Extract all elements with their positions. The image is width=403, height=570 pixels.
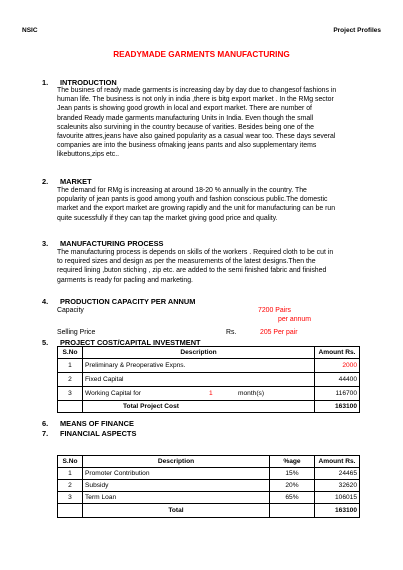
- cell-amount: 116700: [315, 387, 360, 401]
- introduction-paragraph: [57, 86, 387, 160]
- cell-months: 1: [207, 387, 236, 401]
- total-amount: 163100: [315, 504, 360, 518]
- cell-description: Preliminary & Preoperative Expns.: [83, 359, 315, 373]
- table-row: [58, 492, 360, 504]
- section-title-project-cost: PROJECT COST/CAPITAL INVESTMENT: [60, 338, 201, 347]
- text-line: popularity of jean pants is good among youth and fashion conscious public.The domestic: [57, 196, 328, 204]
- total-label: Total Project Cost: [83, 401, 315, 413]
- table-row: [58, 468, 360, 480]
- text-line: quite sucessfully if they can tap the market giving good price and quality.: [57, 214, 278, 222]
- cell-empty: [58, 504, 83, 518]
- cell-amount: 2000: [315, 359, 360, 373]
- market-paragraph: [57, 186, 387, 223]
- cell-sno: 2: [58, 480, 83, 492]
- table-row: [58, 480, 360, 492]
- capacity-value: 7200 Pairs: [258, 307, 291, 314]
- cell-description: Term Loan: [83, 492, 270, 504]
- text-line: The busines of ready made garments is increasing day by day due to changesof fashions in: [57, 87, 337, 94]
- text-line: branded Ready made garments manufacturing Units in India. Even though the small: [57, 114, 314, 122]
- cell-unit: month(s): [236, 387, 315, 401]
- cell-amount: 32620: [315, 480, 360, 492]
- section-title-introduction: INTRODUCTION: [60, 78, 117, 87]
- section-number: 2.: [42, 177, 49, 186]
- cell-percentage: 15%: [270, 468, 315, 480]
- section-number: 5.: [42, 338, 49, 347]
- section-number: 6.: [42, 419, 49, 428]
- column-header-sno: S.No: [58, 456, 83, 468]
- text-line: market and the export market are growing rapidly and the unit for manufacturing can be run: [57, 205, 336, 213]
- table-header-row: [58, 347, 360, 359]
- cell-description: Fixed Capital: [83, 373, 315, 387]
- column-header-description: Description: [83, 347, 315, 359]
- column-header-description: Description: [83, 456, 270, 468]
- column-header-sno: S.No: [58, 347, 83, 359]
- section-title-market: MARKET: [60, 177, 92, 186]
- cell-sno: 3: [58, 387, 83, 401]
- currency-label: Rs.: [226, 329, 237, 336]
- cell-description: Promoter Contribution: [83, 468, 270, 480]
- text-line: garments is ready for pacling and marketing.: [57, 276, 193, 284]
- total-row: [58, 504, 360, 518]
- cell-empty: [58, 401, 83, 413]
- text-line: The manufacturing process is depends on skills of the workers . Required cloth to be cut in: [57, 249, 334, 256]
- cell-amount: 44400: [315, 373, 360, 387]
- cell-sno: 1: [58, 359, 83, 373]
- section-title-financial-aspects: FINANCIAL ASPECTS: [60, 429, 137, 438]
- text-line: human life. The business is not only in india ,there is bitg export market . In the RMg sector: [57, 96, 334, 104]
- total-label: Total: [83, 504, 270, 518]
- table-row: [58, 387, 360, 401]
- section-number: 3.: [42, 239, 49, 248]
- total-amount: 163100: [315, 401, 360, 413]
- text-line: required lining ,buton stiching , zip etc. are added to the semi finished fabric and finished: [57, 267, 327, 275]
- cell-sno: 2: [58, 373, 83, 387]
- process-paragraph: [57, 248, 387, 285]
- text-line: The demand for RMg is increasing at around 18-20 % annually in the country. The: [57, 187, 307, 194]
- cell-percentage: 20%: [270, 480, 315, 492]
- capacity-unit: per annum: [278, 316, 311, 323]
- table-row: [58, 373, 360, 387]
- table-header-row: [58, 456, 360, 468]
- page-title: READYMADE GARMENTS MANUFACTURING: [113, 50, 290, 59]
- project-cost-table: [57, 346, 360, 413]
- text-line: companies are into the business ofmaking jeans pants and also supplementary items: [57, 142, 317, 150]
- header-left: NSIC: [22, 27, 38, 34]
- section-number: 1.: [42, 78, 49, 87]
- section-title-production-capacity: PRODUCTION CAPACITY PER ANNUM: [60, 297, 196, 306]
- section-title-manufacturing-process: MANUFACTURING PROCESS: [60, 239, 164, 248]
- cell-description: Subsidy: [83, 480, 270, 492]
- text-line: favourite attres,jeans have also gained popularity as a casual wear too. These days several: [57, 133, 336, 141]
- table-row: [58, 359, 360, 373]
- text-line: scaleunits also survining in the country because of varities. Besides being one of the: [57, 123, 315, 131]
- cell-sno: 1: [58, 468, 83, 480]
- text-line: to required sizes and design as per the measurements of the latest designs.Then the: [57, 258, 316, 266]
- column-header-percentage: %age: [270, 456, 315, 468]
- column-header-amount: Amount Rs.: [315, 347, 360, 359]
- text-line: Jean pants is showing good growth in local and export market. There are number of: [57, 105, 312, 113]
- total-row: [58, 401, 360, 413]
- cell-empty: [270, 504, 315, 518]
- cell-percentage: 65%: [270, 492, 315, 504]
- cell-description: Working Capital for: [83, 387, 208, 401]
- section-number: 4.: [42, 297, 49, 306]
- cell-amount: 106015: [315, 492, 360, 504]
- column-header-amount: Amount Rs.: [315, 456, 360, 468]
- selling-price-label: Selling Price: [57, 329, 96, 336]
- section-title-means-of-finance: MEANS OF FINANCE: [60, 419, 134, 428]
- means-of-finance-table: [57, 455, 360, 518]
- cell-sno: 3: [58, 492, 83, 504]
- section-number: 7.: [42, 429, 49, 438]
- text-line: likebuttons,zips etc..: [57, 151, 120, 159]
- capacity-label: Capacity: [57, 307, 84, 314]
- cell-amount: 24465: [315, 468, 360, 480]
- header-right: Project Profiles: [333, 27, 381, 34]
- selling-price-value: 205 Per pair: [260, 329, 298, 336]
